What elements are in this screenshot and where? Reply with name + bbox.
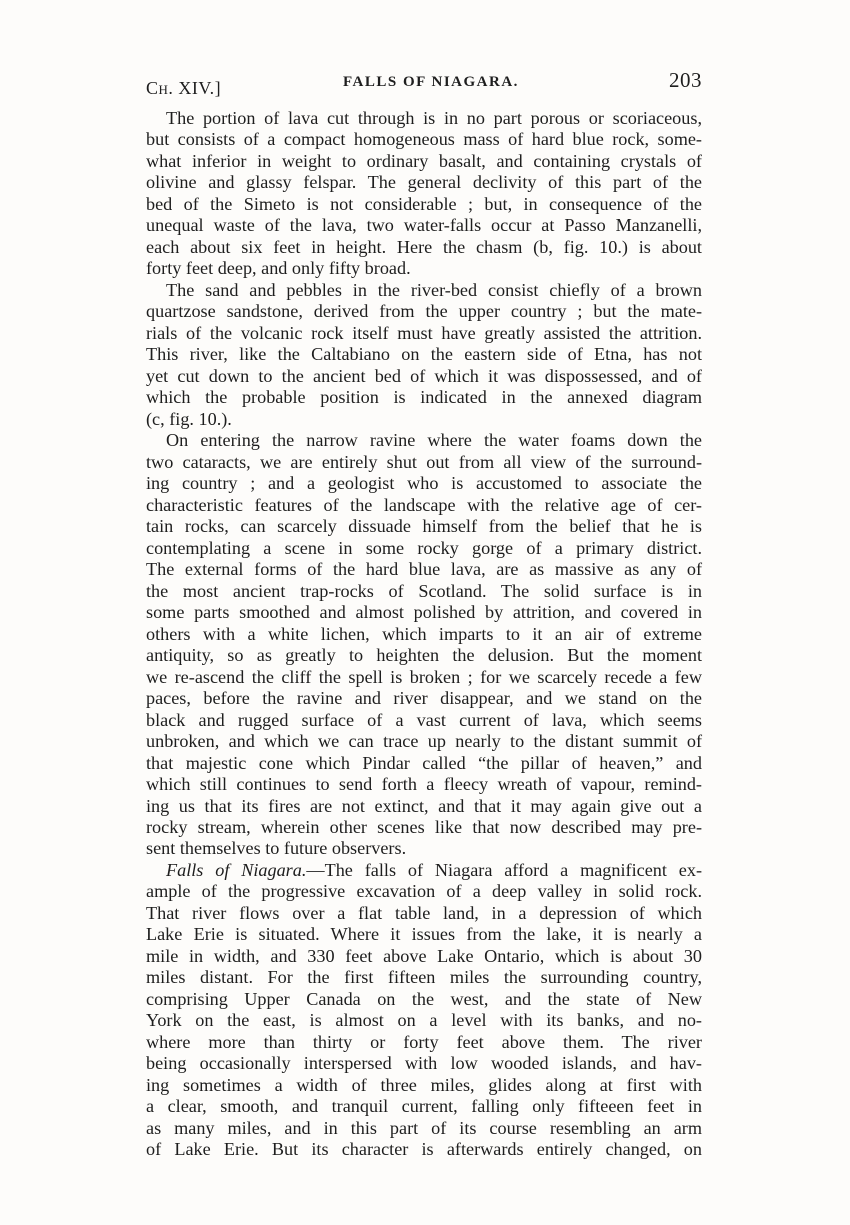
text-line: paces, before the ravine and river disappear, and we stand on the (146, 688, 702, 709)
text-line: sent themselves to future observers. (146, 838, 407, 859)
page-body (146, 108, 702, 1161)
text-line: bed of the Simeto is not considerable ; but, in consequence of the (146, 193, 702, 214)
text-line: antiquity, so as greatly to heighten the delusion. But the moment (146, 645, 702, 666)
text-line: of Lake Erie. But its character is afterwards entirely changed, on (146, 1139, 702, 1160)
paragraph-river-bed (146, 280, 702, 430)
text-line: others with a white lichen, which imparts to it an air of extreme (146, 623, 702, 644)
text-fragment: —The falls of Niagara afford a magnificent ex- (306, 859, 703, 880)
text-line: forty feet deep, and only fifty broad. (146, 258, 411, 279)
text-line: comprising Upper Canada on the west, and the state of New (146, 988, 702, 1009)
chapter-marker: Ch. XIV.] (146, 78, 222, 98)
text-line: unbroken, and which we can trace up nearly to the distant summit of (146, 731, 702, 752)
text-line: ing us that its fires are not extinct, and that it may again give out a (146, 795, 702, 816)
text-line: (c, fig. 10.). (146, 408, 232, 429)
text-line: ing country ; and a geologist who is accustomed to associate the (146, 473, 702, 494)
text-line: That river flows over a flat table land, in a depression of which (146, 902, 702, 923)
text-line: ample of the progressive excavation of a deep valley in solid rock. (146, 881, 702, 902)
text-line: unequal waste of the lava, two water-falls occur at Passo Manzanelli, (146, 215, 702, 236)
paragraph-lava (146, 108, 702, 280)
paragraph-falls-of-niagara (146, 860, 702, 1161)
text-line: The external forms of the hard blue lava, are as massive as any of (146, 559, 702, 580)
text-line: that majestic cone which Pindar called “the pillar of heaven,” and (146, 752, 702, 773)
text-line: each about six feet in height. Here the chasm (b, fig. 10.) is about (146, 236, 702, 257)
text-line: The sand and pebbles in the river-bed consist chiefly of a brown (166, 279, 702, 300)
text-line: quartzose sandstone, derived from the upper country ; but the mate- (146, 301, 702, 322)
text-line: miles distant. For the first fifteen miles the surrounding country, (146, 967, 702, 988)
text-line: ing sometimes a width of three miles, glides along at first with (146, 1074, 702, 1095)
text-line: but consists of a compact homogeneous mass of hard blue rock, some- (146, 129, 702, 150)
text-line: York on the east, is almost on a level with its banks, and no- (146, 1010, 702, 1031)
text-line (146, 860, 702, 881)
text-line: rials of the volcanic rock itself must have greatly assisted the attrition. (146, 322, 702, 343)
page-number: 203 (669, 68, 702, 92)
section-lead-heading: Falls of Niagara. (166, 859, 307, 880)
text-line: Lake Erie is situated. Where it issues from the lake, it is nearly a (146, 924, 702, 945)
text-line: which still continues to send forth a fleecy wreath of vapour, remind- (146, 774, 702, 795)
running-header (146, 66, 702, 96)
text-line: some parts smoothed and almost polished by attrition, and covered in (146, 602, 702, 623)
text-line: where more than thirty or forty feet above them. The river (146, 1031, 702, 1052)
text-line: On entering the narrow ravine where the water foams down the (166, 430, 702, 451)
text-line: black and rugged surface of a vast current of lava, which seems (146, 709, 702, 730)
text-line: contemplating a scene in some rocky gorge of a primary district. (146, 537, 702, 558)
text-line: which the probable position is indicated in the annexed diagram (146, 387, 702, 408)
text-line: olivine and glassy felspar. The general declivity of this part of the (146, 172, 702, 193)
text-line: two cataracts, we are entirely shut out from all view of the surround- (146, 451, 702, 472)
text-line: being occasionally interspersed with low wooded islands, and hav- (146, 1053, 702, 1074)
paragraph-ravine (146, 430, 702, 860)
text-line: The portion of lava cut through is in no part porous or scoriaceous, (166, 108, 702, 128)
text-line: what inferior in weight to ordinary basalt, and containing crystals of (146, 150, 702, 171)
text-line: mile in width, and 330 feet above Lake Ontario, which is about 30 (146, 945, 702, 966)
text-line: as many miles, and in this part of its course resembling an arm (146, 1117, 702, 1138)
running-title: FALLS OF NIAGARA. (343, 74, 519, 90)
text-line: characteristic features of the landscape with the relative age of cer- (146, 494, 702, 515)
text-line: a clear, smooth, and tranquil current, falling only fifteeen feet in (146, 1096, 702, 1117)
text-line: rocky stream, wherein other scenes like that now described may pre- (146, 816, 702, 837)
text-line: This river, like the Caltabiano on the eastern side of Etna, has not (146, 344, 702, 365)
text-line: tain rocks, can scarcely dissuade himself from the belief that he is (146, 516, 702, 537)
text-line: yet cut down to the ancient bed of which it was dispossessed, and of (146, 365, 702, 386)
text-line: the most ancient trap-rocks of Scotland. The solid surface is in (146, 580, 702, 601)
text-line: we re-ascend the cliff the spell is broken ; for we scarcely recede a few (146, 666, 702, 687)
